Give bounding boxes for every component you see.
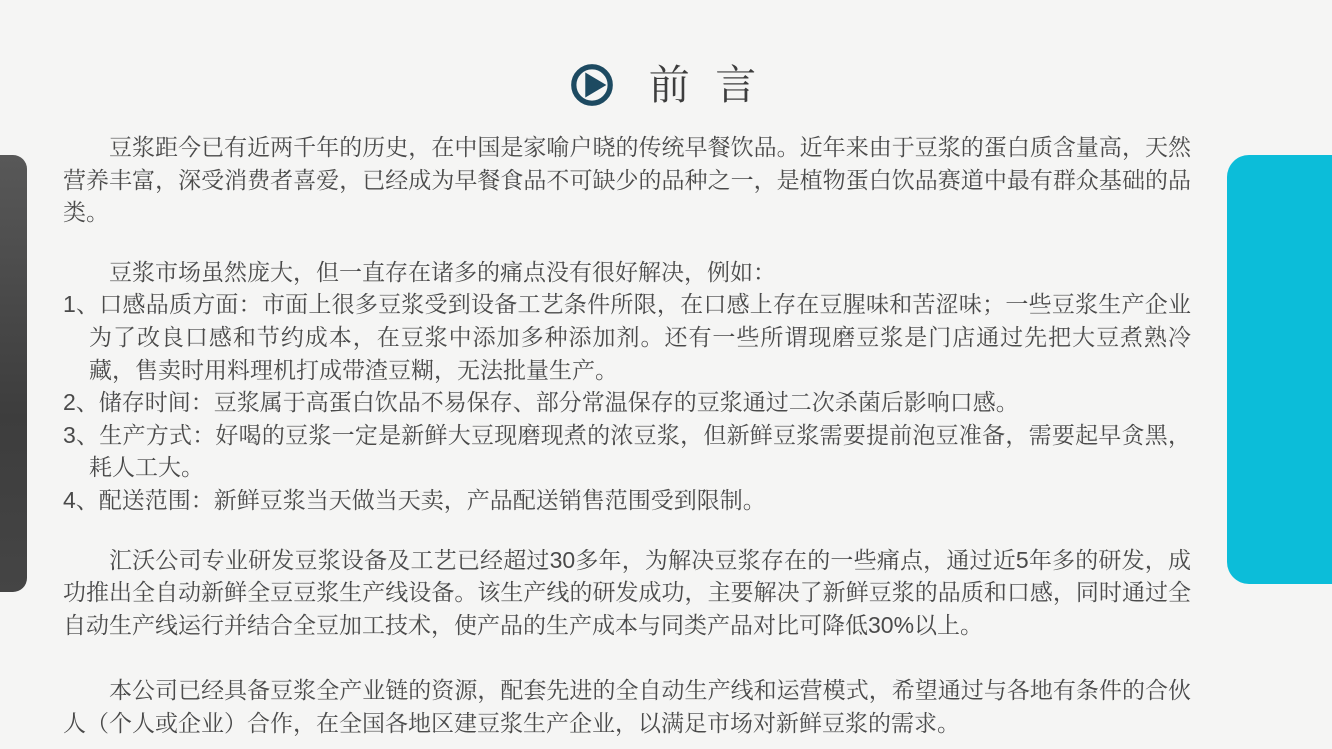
pain-point-item-4 bbox=[63, 484, 1191, 517]
item-text: 生产方式：好喝的豆浆一定是新鲜大豆现磨现煮的浓豆浆，但新鲜豆浆需要提前泡豆准备，需要起早贪黑，耗人工大。 bbox=[89, 421, 1192, 481]
pain-point-item-2 bbox=[63, 386, 1191, 419]
paragraph-company: 汇沃公司专业研发豆浆设备及工艺已经超过30多年，为解决豆浆存在的一些痛点，通过近5年多的研发，成功推出全自动新鲜全豆豆浆生产线设备。该生产线的研发成功，主要解决了新鲜豆浆的品质和口感，同时通过全自动生产线运行并结合全豆加工技术，使产品的生产成本与同类产品对比可降低30%以上。 bbox=[63, 546, 1191, 638]
item-number: 1、 bbox=[63, 291, 100, 318]
pain-point-list bbox=[63, 288, 1191, 516]
paragraph-history: 豆浆距今已有近两千年的历史，在中国是家喻户晓的传统早餐饮品。近年来由于豆浆的蛋白质含量高，天然营养丰富，深受消费者喜爱，已经成为早餐食品不可缺少的品种之一，是植物蛋白饮品赛道中最有群众基础的品类。 bbox=[63, 134, 1191, 226]
item-number: 4、 bbox=[63, 486, 99, 513]
paragraph-invite: 本公司已经具备豆浆全产业链的资源，配套先进的全自动生产线和运营模式，希望通过与各地有条件的合伙人（个人或企业）合作，在全国各地区建豆浆生产企业，以满足市场对新鲜豆浆的需求。 bbox=[63, 677, 1191, 736]
title-row bbox=[0, 62, 1332, 108]
right-decor-bar bbox=[1227, 155, 1332, 584]
paragraph-painpoints-intro: 豆浆市场虽然庞大，但一直存在诸多的痛点没有很好解决，例如： bbox=[109, 258, 776, 285]
play-circle-icon bbox=[569, 62, 615, 108]
item-text: 口感品质方面：市面上很多豆浆受到设备工艺条件所限，在口感上存在豆腥味和苦涩味；一些豆浆生产企业为了改良口感和节约成本，在豆浆中添加多种添加剂。还有一些所谓现磨豆浆是门店通过先把大豆煮熟冷藏，售卖时用料理机打成带渣豆糊，无法批量生产。 bbox=[89, 291, 1192, 383]
page-title: 前 言 bbox=[648, 61, 764, 108]
pain-point-item-1 bbox=[63, 288, 1191, 386]
left-decor-bar bbox=[0, 155, 27, 592]
pain-point-item-3 bbox=[63, 419, 1191, 484]
item-text: 储存时间：豆浆属于高蛋白饮品不易保存、部分常温保存的豆浆通过二次杀菌后影响口感。 bbox=[98, 389, 1019, 416]
item-number: 2、 bbox=[63, 389, 99, 416]
item-number: 3、 bbox=[63, 421, 100, 448]
body-text bbox=[63, 131, 1191, 740]
item-text: 配送范围：新鲜豆浆当天做当天卖，产品配送销售范围受到限制。 bbox=[98, 486, 766, 513]
